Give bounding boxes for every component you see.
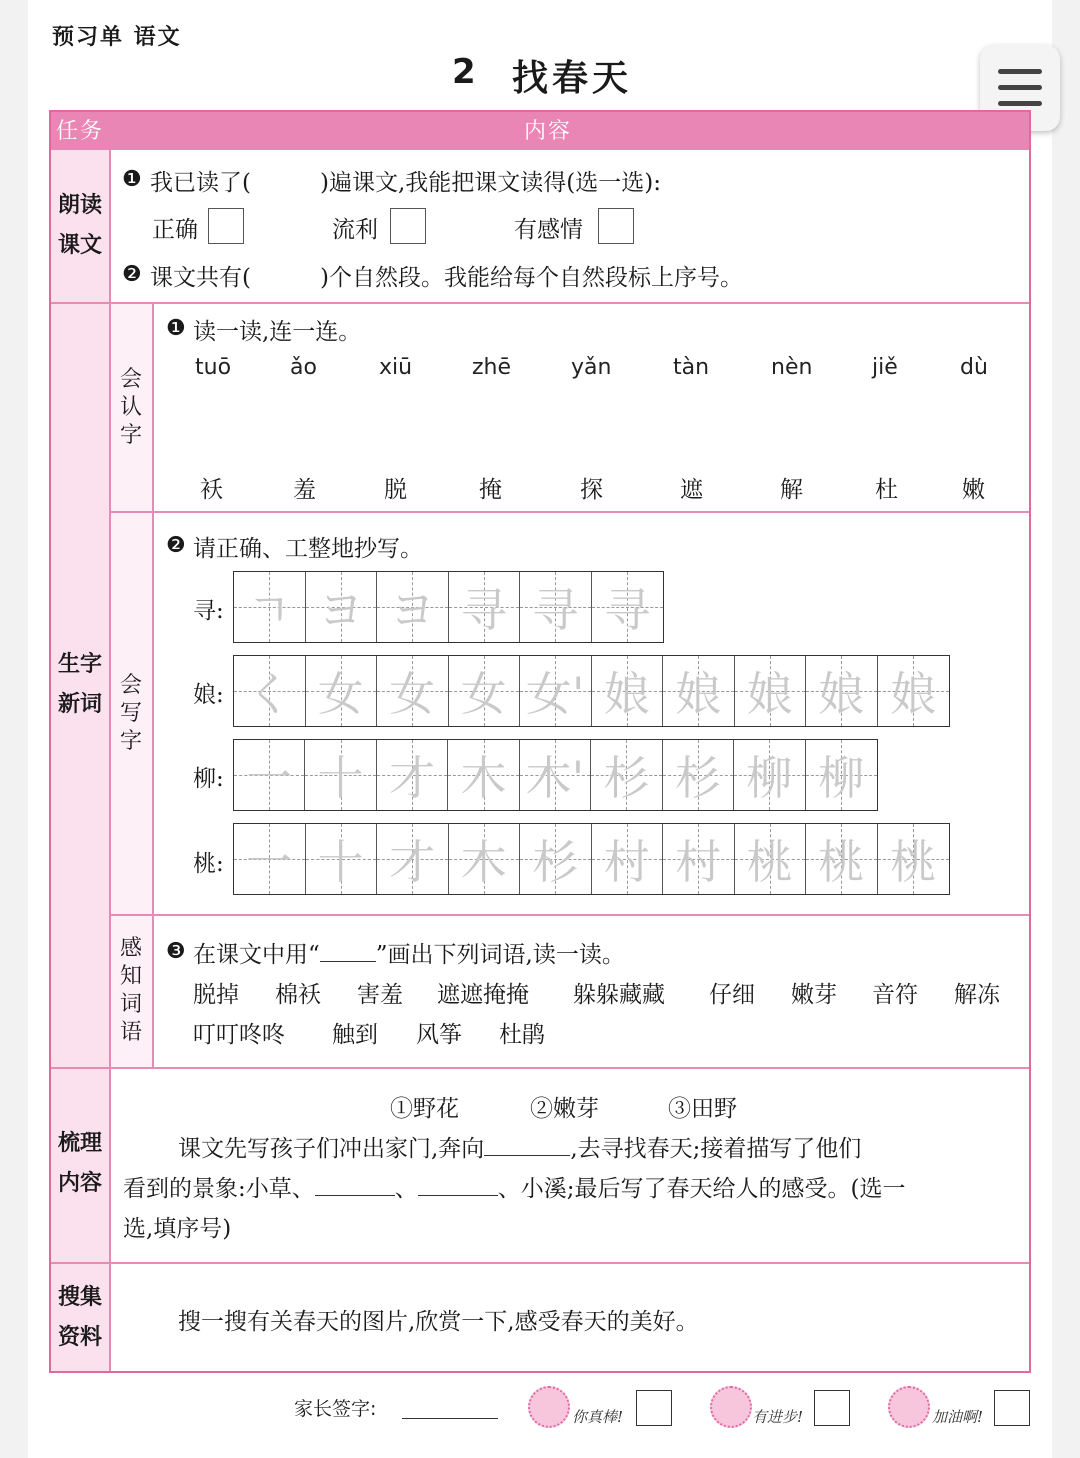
trace-stroke: 才	[389, 835, 436, 889]
summary-choice: ②嫩芽	[530, 1096, 599, 1122]
copy-cell[interactable]	[592, 656, 664, 726]
trace-stroke: 桃	[890, 835, 937, 889]
copy-row-label: 桃:	[193, 851, 224, 877]
trace-stroke: 女'	[525, 667, 585, 721]
copy-cell[interactable]	[306, 572, 378, 642]
copy-grid-tao[interactable]	[233, 823, 950, 895]
copy-cell[interactable]	[806, 824, 878, 894]
word-item: 害羞	[357, 982, 403, 1008]
copy-cell[interactable]	[305, 740, 376, 810]
fill-blank[interactable]	[315, 1195, 395, 1196]
option-checkbox[interactable]	[390, 208, 426, 244]
sublabel-recognize: 会 认 字	[119, 367, 142, 448]
copy-grid-liu[interactable]	[233, 739, 878, 811]
trace-stroke: 娘	[675, 667, 722, 721]
pinyin-item: ǎo	[290, 355, 317, 380]
trace-stroke: 柳	[818, 751, 865, 805]
copy-cell[interactable]	[592, 572, 664, 642]
character-item: 杜	[875, 477, 898, 503]
copy-cell[interactable]	[592, 824, 664, 894]
pinyin-item: nèn	[771, 355, 813, 380]
character-item: 脱	[384, 477, 407, 503]
trace-stroke: 十	[317, 835, 364, 889]
smiling-sun-icon	[888, 1386, 930, 1428]
number-2-icon: ❷	[166, 533, 186, 558]
task-label-collect: 搜集 资料	[57, 1285, 102, 1350]
option-label: 有感情	[514, 217, 583, 243]
copy-cell[interactable]	[520, 656, 592, 726]
trace-stroke: 才	[389, 751, 436, 805]
copy-cell[interactable]	[306, 824, 378, 894]
pinyin-item: yǎn	[571, 355, 612, 380]
badge-checkbox[interactable]	[814, 1390, 850, 1426]
trace-stroke: 杉	[674, 751, 721, 805]
copy-cell[interactable]	[234, 572, 306, 642]
header-task: 任务	[56, 119, 105, 144]
badge-label: 你真棒!	[572, 1408, 624, 1426]
option-label: 正确	[152, 217, 198, 243]
pinyin-item: zhē	[472, 355, 512, 380]
word-item: 音符	[872, 982, 918, 1008]
word-item: 触到	[332, 1022, 378, 1048]
copy-cell[interactable]	[520, 824, 592, 894]
pinyin-item: dù	[960, 355, 988, 380]
copy-cell[interactable]	[591, 740, 662, 810]
word-item: 棉袄	[275, 982, 321, 1008]
copy-row-label: 娘:	[193, 682, 224, 708]
divider	[51, 302, 1029, 304]
copy-cell[interactable]	[234, 824, 306, 894]
copy-cell[interactable]	[878, 656, 950, 726]
trace-stroke: 木	[460, 835, 507, 889]
trace-stroke: 杉	[603, 751, 650, 805]
trace-stroke: 一	[246, 835, 293, 889]
divider	[51, 1262, 1029, 1264]
word-item: 叮叮咚咚	[193, 1022, 285, 1048]
copy-cell[interactable]	[449, 656, 521, 726]
divider	[152, 303, 154, 1068]
summary-line-3: 选,填序号)	[123, 1216, 232, 1242]
trace-stroke: 柳	[746, 751, 793, 805]
divider	[109, 150, 111, 1371]
word-item: 风筝	[416, 1022, 462, 1048]
pinyin-item: jiě	[872, 355, 898, 380]
trace-stroke: 木'	[525, 751, 585, 805]
copy-cell[interactable]	[806, 740, 877, 810]
copy-row-label: 寻:	[193, 598, 224, 624]
character-item: 掩	[479, 477, 502, 503]
badge-checkbox[interactable]	[994, 1390, 1030, 1426]
lesson-title: 找春天	[512, 58, 633, 99]
trace-stroke: 村	[675, 835, 722, 889]
character-item: 羞	[293, 477, 316, 503]
copy-cell[interactable]	[520, 572, 592, 642]
badge-label: 有进步!	[752, 1408, 804, 1426]
copy-grid-niang[interactable]	[233, 655, 950, 727]
pinyin-item: tuō	[195, 355, 232, 380]
copy-cell[interactable]	[306, 656, 378, 726]
summary-choice: ①野花	[390, 1096, 459, 1122]
smiling-sun-icon	[710, 1386, 752, 1428]
trace-stroke: 女	[460, 667, 507, 721]
lesson-number: 2	[452, 52, 476, 92]
copy-cell[interactable]	[735, 824, 807, 894]
trace-stroke: 女	[389, 667, 436, 721]
fill-blank[interactable]	[484, 1155, 570, 1156]
worksheet-subject: 预习单 语文	[52, 25, 182, 50]
collect-text: 搜一搜有关春天的图片,欣赏一下,感受春天的美好。	[178, 1309, 699, 1335]
header-content: 内容	[524, 119, 573, 144]
task-label-words: 生字 新词	[57, 652, 102, 717]
reading-question-2: 课文共有( )个自然段。我能给每个自然段标上序号。	[150, 265, 743, 291]
sublabel-write: 会 写 字	[119, 673, 142, 754]
copy-cell[interactable]	[377, 824, 449, 894]
divider	[110, 511, 1029, 513]
word-item: 杜鹃	[499, 1022, 545, 1048]
copy-cell[interactable]	[806, 656, 878, 726]
number-1-icon: ❶	[166, 316, 186, 341]
sublabel-perceive: 感 知 词 语	[119, 936, 142, 1045]
word-item: 躲躲藏藏	[573, 982, 665, 1008]
task-label-reading: 朗读 课文	[57, 193, 102, 258]
recognize-instruction: 读一读,连一连。	[193, 319, 362, 345]
trace-stroke: 村	[603, 835, 650, 889]
number-1-icon: ❶	[122, 167, 142, 192]
option-checkbox[interactable]	[598, 208, 634, 244]
character-item: 遮	[680, 477, 703, 503]
divider	[51, 1067, 1029, 1069]
trace-stroke: 娘	[818, 667, 865, 721]
pinyin-item: xiū	[379, 355, 413, 380]
trace-stroke: 寻	[604, 583, 651, 637]
task-label-summary: 梳理 内容	[57, 1131, 102, 1196]
trace-stroke: 桃	[818, 835, 865, 889]
badge-label: 加油啊!	[932, 1408, 984, 1426]
reading-question-1: 我已读了( )遍课文,我能把课文读得(选一选):	[150, 170, 661, 196]
copy-cell[interactable]	[449, 572, 521, 642]
trace-stroke: ヨ	[317, 583, 364, 637]
perceive-instruction: 在课文中用“ ”画出下列词语,读一读。	[193, 942, 625, 968]
trace-stroke: 娘	[746, 667, 793, 721]
trace-stroke: 一	[246, 751, 293, 805]
trace-stroke: ㄱ	[247, 583, 292, 637]
word-item: 嫩芽	[791, 982, 837, 1008]
trace-stroke: 女	[317, 667, 364, 721]
option-checkbox[interactable]	[208, 208, 244, 244]
number-3-icon: ❸	[166, 939, 186, 964]
copy-row-label: 柳:	[193, 766, 224, 792]
copy-cell[interactable]	[234, 740, 305, 810]
trace-stroke: 娘	[890, 667, 937, 721]
summary-line-1: 课文先写孩子们冲出家门,奔向 ,去寻找春天;接着描写了他们	[178, 1136, 862, 1162]
copy-cell[interactable]	[663, 824, 735, 894]
copy-grid-xun[interactable]	[233, 571, 664, 643]
copy-cell[interactable]	[735, 656, 807, 726]
character-item: 探	[580, 477, 603, 503]
trace-stroke: 桃	[746, 835, 793, 889]
trace-stroke: く	[246, 667, 293, 721]
copy-cell[interactable]	[663, 656, 735, 726]
fill-blank[interactable]	[418, 1195, 498, 1196]
trace-stroke: 寻	[460, 583, 507, 637]
trace-stroke: 杉	[532, 835, 579, 889]
character-item: 解	[780, 477, 803, 503]
copy-cell[interactable]	[734, 740, 805, 810]
word-item: 仔细	[709, 982, 755, 1008]
copy-cell[interactable]	[377, 656, 449, 726]
trace-stroke: 木	[460, 751, 507, 805]
copy-cell[interactable]	[663, 740, 734, 810]
write-instruction: 请正确、工整地抄写。	[193, 536, 423, 562]
smiling-sun-icon	[528, 1386, 570, 1428]
trace-stroke: ヨ	[389, 583, 436, 637]
badge-checkbox[interactable]	[636, 1390, 672, 1426]
word-item: 脱掉	[193, 982, 239, 1008]
copy-cell[interactable]	[878, 824, 950, 894]
copy-cell[interactable]	[377, 572, 449, 642]
trace-stroke: 娘	[603, 667, 650, 721]
trace-stroke: 十	[317, 751, 364, 805]
copy-cell[interactable]	[449, 824, 521, 894]
copy-cell[interactable]	[448, 740, 519, 810]
divider	[110, 914, 1029, 916]
copy-cell[interactable]	[234, 656, 306, 726]
summary-choice: ③田野	[668, 1096, 737, 1122]
trace-stroke: 寻	[532, 583, 579, 637]
copy-cell[interactable]	[520, 740, 591, 810]
word-item: 解冻	[954, 982, 1000, 1008]
pinyin-item: tàn	[673, 355, 710, 380]
summary-line-2: 看到的景象:小草、 、 、小溪;最后写了春天给人的感受。(选一	[123, 1176, 906, 1202]
number-2-icon: ❷	[122, 262, 142, 287]
option-label: 流利	[332, 217, 378, 243]
signature-label: 家长签字:	[294, 1398, 377, 1420]
word-item: 遮遮掩掩	[437, 982, 529, 1008]
character-item: 袄	[200, 477, 223, 503]
signature-field[interactable]	[402, 1418, 498, 1419]
character-item: 嫩	[962, 477, 985, 503]
copy-cell[interactable]	[377, 740, 448, 810]
